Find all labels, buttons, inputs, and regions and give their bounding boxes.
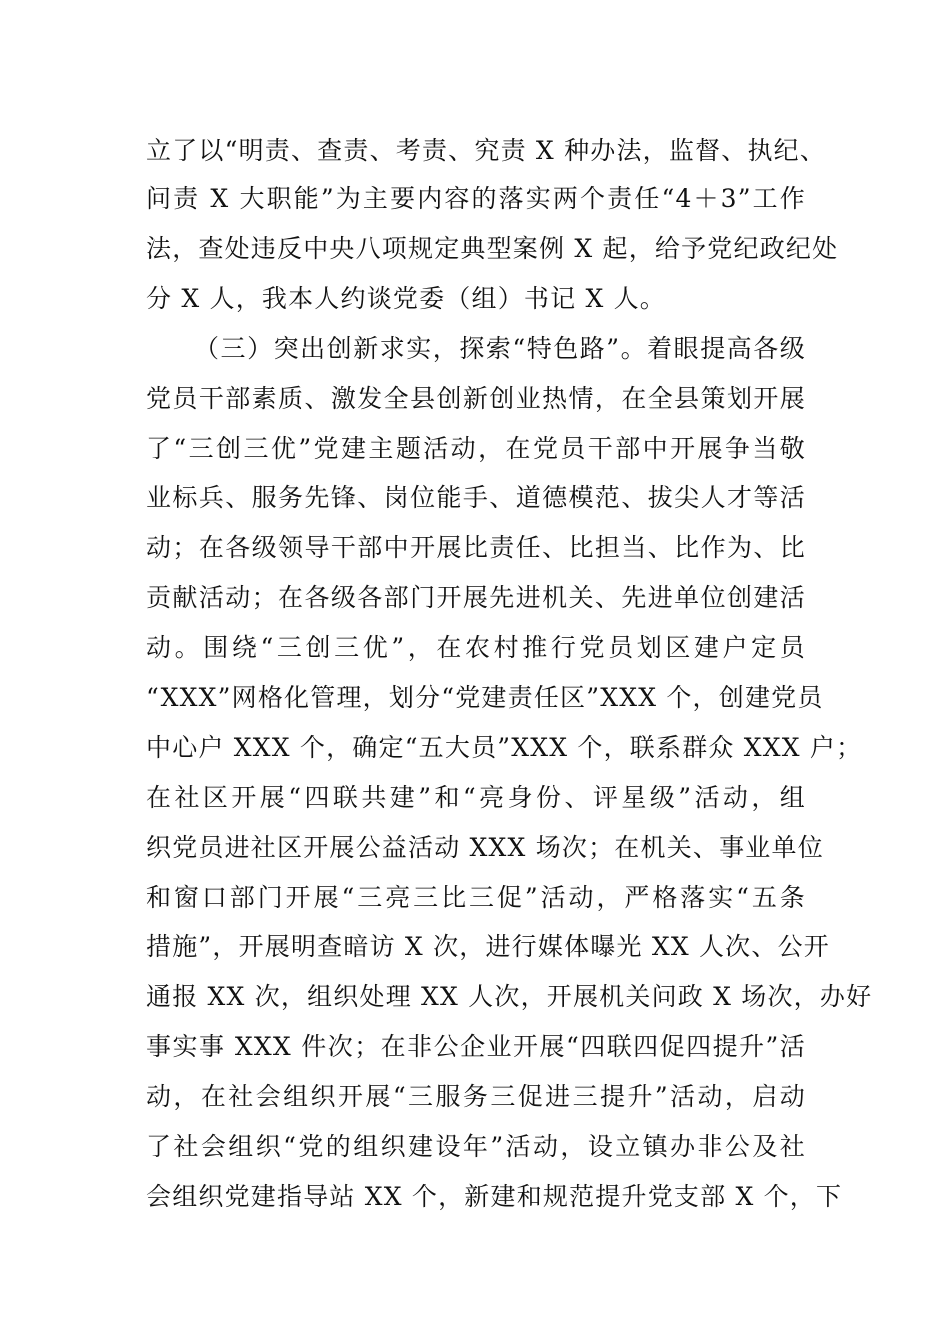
text-line-17: 措施”，开展明查暗访 X 次，进行媒体曝光 XX 人次、公开	[146, 932, 830, 961]
text-line-16: 和窗口部门开展“三亮三比三促”活动，严格落实“五条	[146, 883, 806, 912]
text-line-18: 通报 XX 次，组织处理 XX 人次，开展机关问政 X 场次，办好	[146, 982, 873, 1011]
text-line-22: 会组织党建指导站 XX 个，新建和规范提升党支部 X 个，下	[146, 1182, 843, 1211]
text-line-1: 立了以“明责、查责、考责、究责 X 种办法，监督、执纪、	[146, 136, 827, 165]
text-line-20: 动，在社会组织开展“三服务三促进三提升”活动，启动	[146, 1082, 806, 1111]
text-line-19: 事实事 XXX 件次；在非公企业开展“四联四促四提升”活	[146, 1032, 806, 1061]
text-line-3: 法，查处违反中央八项规定典型案例 X 起，给予党纪政纪处	[146, 234, 839, 263]
text-line-15: 织党员进社区开展公益活动 XXX 场次；在机关、事业单位	[146, 833, 824, 862]
text-line-2: 问责 X 大职能”为主要内容的落实两个责任“4＋3”工作	[146, 184, 806, 213]
text-line-11: 动。围绕“三创三优”，在农村推行党员划区建户定员	[146, 633, 806, 662]
text-line-8: 业标兵、服务先锋、岗位能手、道德模范、拔尖人才等活	[146, 483, 806, 512]
text-line-21: 了社会组织“党的组织建设年”活动，设立镇办非公及社	[146, 1132, 806, 1161]
text-line-10: 贡献活动；在各级各部门开展先进机关、先进单位创建活	[146, 583, 806, 612]
text-line-9: 动；在各级领导干部中开展比责任、比担当、比作为、比	[146, 533, 806, 562]
text-line-5: （三）突出创新求实，探索“特色路”。着眼提高各级	[194, 334, 806, 363]
text-line-14: 在社区开展“四联共建”和“亮身份、评星级”活动，组	[146, 783, 806, 812]
text-line-4: 分 X 人，我本人约谈党委（组）书记 X 人。	[146, 284, 666, 313]
text-line-12: “XXX”网格化管理，划分“党建责任区”XXX 个，创建党员	[146, 683, 824, 712]
text-line-7: 了“三创三优”党建主题活动，在党员干部中开展争当敬	[146, 434, 806, 463]
text-line-13: 中心户 XXX 个，确定“五大员”XXX 个，联系群众 XXX 户；	[146, 733, 863, 762]
text-line-6: 党员干部素质、激发全县创新创业热情，在全县策划开展	[146, 384, 806, 413]
